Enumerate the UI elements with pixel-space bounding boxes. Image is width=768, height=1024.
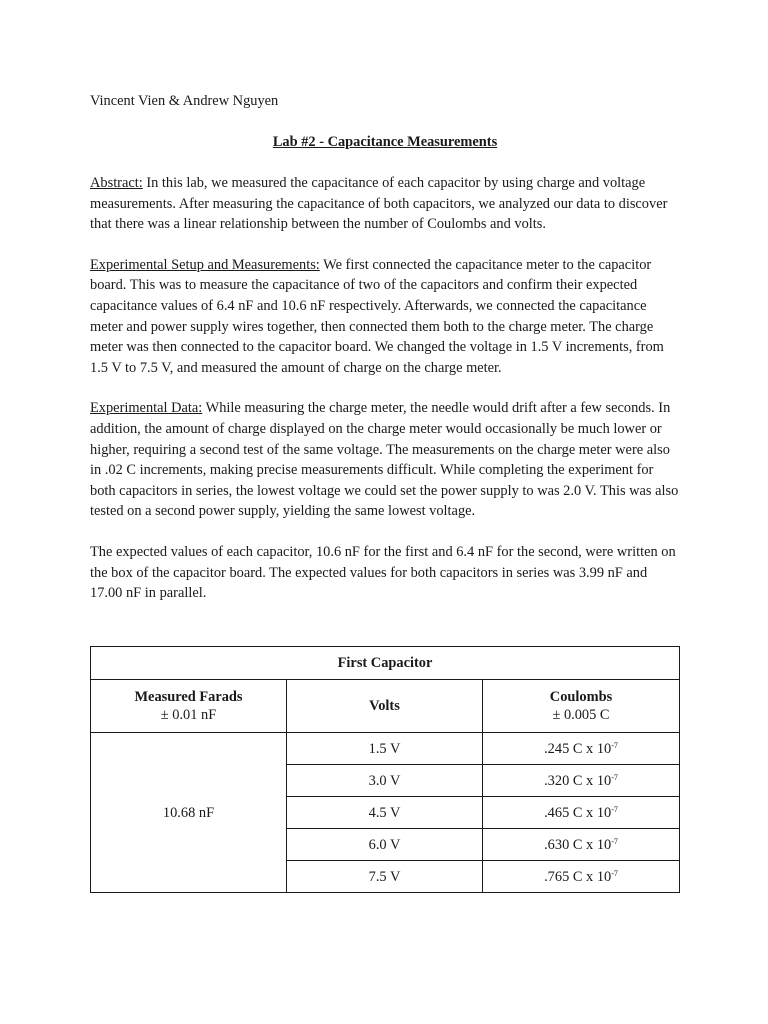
data-text: While measuring the charge meter, the needle would drift after a few seconds. In addition, the amount of charge displayed on the charge meter would occasionally be much lower or higher, requiring a second test of the same voltage. The measurements on the charge meter were also in .02 C increments, making precise measurements difficult. While completing the experiment for both capacitors in series, the lowest voltage we could set the power supply to was 2.0 V. This was also tested on a second power supply, yielding the same lowest voltage. [90,400,679,520]
coulombs-cell [483,765,680,797]
coulombs-value: .630 C x 10 [544,836,612,853]
coulombs-cell [483,861,680,893]
authors-line: Vincent Vien & Andrew Nguyen [90,93,279,109]
coulombs-exponent: -7 [611,868,618,878]
measured-farads-title: Measured Farads [134,689,243,705]
measured-farads-value: 10.68 nF [91,733,287,893]
coulombs-exponent: -7 [611,804,618,814]
measured-farads-header [91,680,287,733]
coulombs-exponent: -7 [611,836,618,846]
coulombs-cell [483,733,680,765]
volts-cell: 3.0 V [287,765,483,797]
volts-cell: 1.5 V [287,733,483,765]
data-label: Experimental Data: [90,400,203,417]
table-caption: First Capacitor [91,647,680,680]
setup-label: Experimental Setup and Measurements: [90,256,320,273]
coulombs-uncertainty: ± 0.005 C [552,707,610,723]
abstract-paragraph [90,173,680,235]
table-caption-row [91,647,680,680]
data-paragraph [90,398,680,522]
coulombs-header [483,680,680,733]
coulombs-cell [483,829,680,861]
table-header-row [91,680,680,733]
coulombs-title: Coulombs [549,689,613,705]
volts-header: Volts [287,680,483,733]
document-body [90,91,680,604]
coulombs-value: .765 C x 10 [544,868,612,885]
coulombs-exponent: -7 [611,772,618,782]
coulombs-exponent: -7 [611,740,618,750]
coulombs-value: .320 C x 10 [544,772,612,789]
measured-farads-uncertainty: ± 0.01 nF [160,707,217,723]
expected-values-paragraph: The expected values of each capacitor, 10.6 nF for the first and 6.4 nF for the second, were written on the box of the capacitor board. The expected values for both capacitors in series was 3.99 nF and 17.00 nF in parallel. [90,543,676,602]
volts-cell: 4.5 V [287,797,483,829]
setup-paragraph [90,255,680,379]
setup-text: We first connected the capacitance meter to the capacitor board. This was to measure the capacitance of two of the capacitors and confirm their expected capacitance values of 6.4 nF and 10.6 nF respectively. Afterwards, we connected the capacitance meter and power supply wires together, then connected them both to the charge meter. The charge meter was then connected to the capacitor board. We changed the voltage in 1.5 V increments, from 1.5 V to 7.5 V, and measured the amount of charge on the charge meter. [90,256,664,376]
coulombs-cell [483,797,680,829]
table-row [91,733,680,765]
coulombs-value: .245 C x 10 [544,740,612,757]
page-title: Lab #2 - Capacitance Measurements [272,134,498,150]
abstract-text: In this lab, we measured the capacitance of each capacitor by using charge and voltage measurements. After measuring the capacitance of both capacitors, we analyzed our data to discover that there was a linear relationship between the number of Coulombs and volts. [90,175,668,233]
coulombs-value: .465 C x 10 [544,804,612,821]
volts-cell: 6.0 V [287,829,483,861]
volts-cell: 7.5 V [287,861,483,893]
first-capacitor-table [90,646,680,893]
abstract-label: Abstract: [90,175,143,191]
